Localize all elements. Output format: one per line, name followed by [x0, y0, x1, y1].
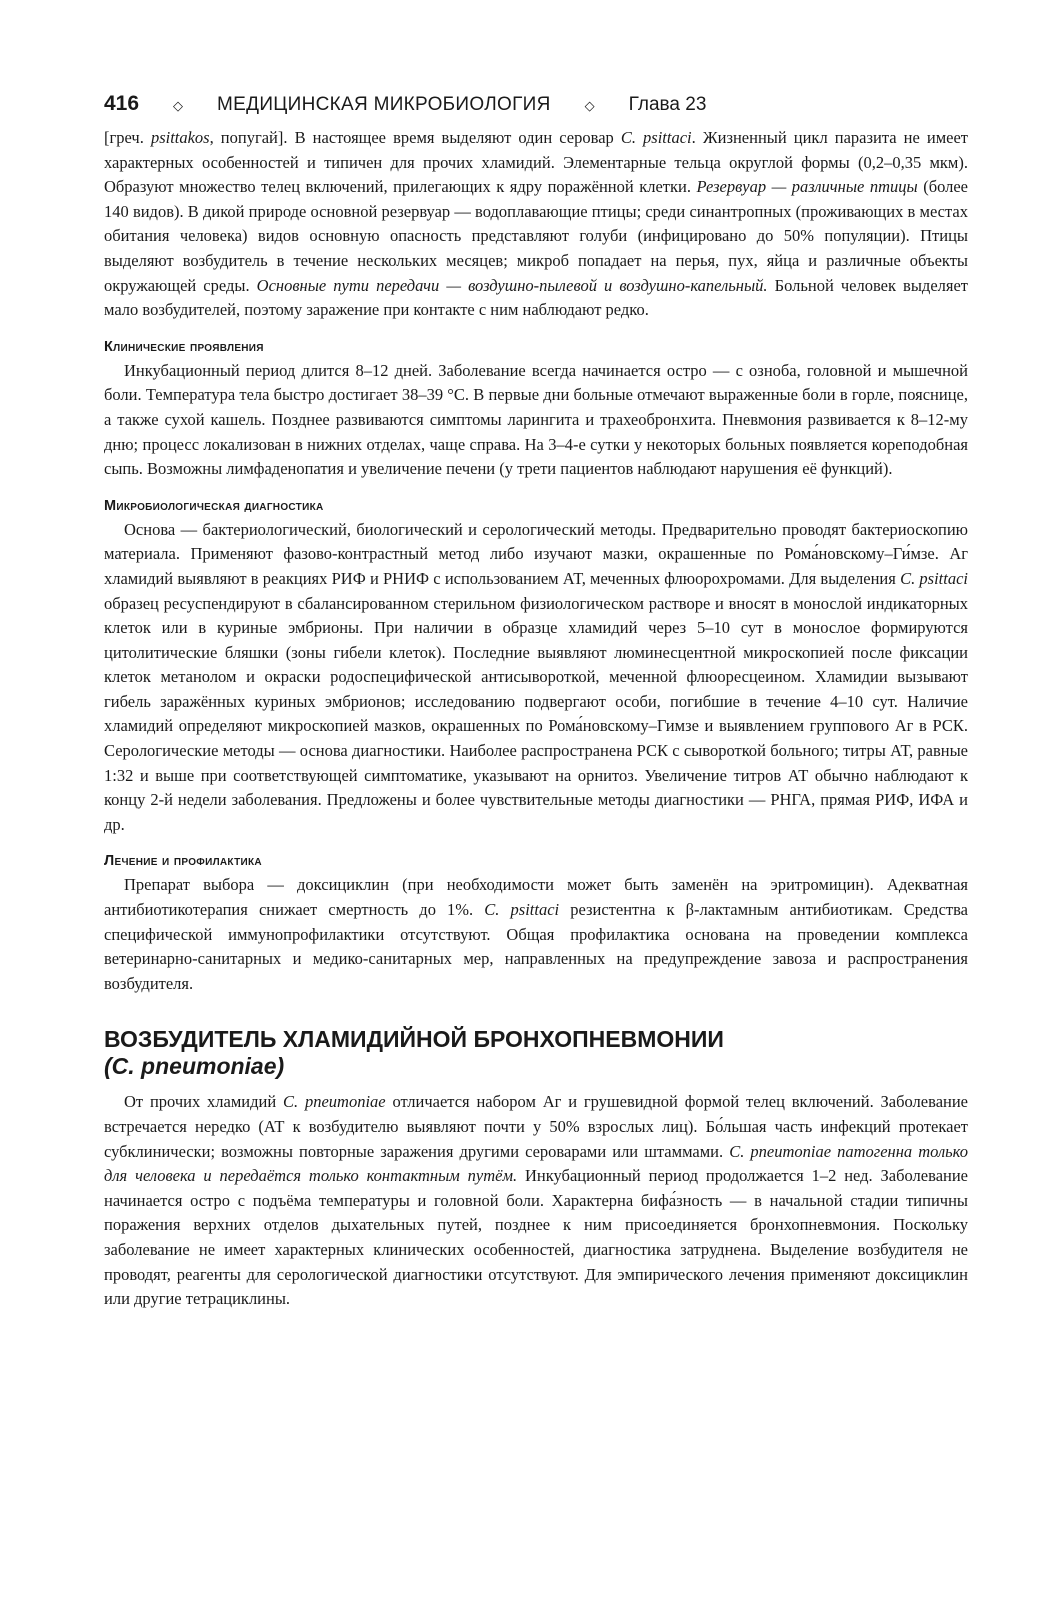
- text-run: отличается набором Аг и грушевидной формой телец включений. Заболевание встречается нередко (АТ к возбудителю выявляют почти у 50% взрослых лиц). Бо́льшая часть инфекций протекает субклинически; возможны повторные заражения другими сероварами или штаммами.: [104, 1092, 968, 1161]
- page-number: 416: [104, 92, 140, 115]
- text-run: , попугай]. В настоящее время выделяют один серовар: [209, 128, 621, 147]
- section-title: [104, 1026, 968, 1080]
- text-run: Препарат выбора — доксициклин (при необходимости может быть заменён на эритромицин). Адекватная антибиотикотерапия снижает смертность до 1%.: [104, 875, 968, 920]
- text-run: (более 140 видов). В дикой природе основной резервуар — водоплавающие птицы; среди синантропных (проживающих в местах обитания человека) видов основную опасность представляют голуби (инфицировано до 50% популяции). Птицы выделяют возбудитель в течение нескольких месяцев; микроб попадает на перья, пух, яйца и различные объекты окружающей среды.: [104, 177, 969, 295]
- species-name: C. pneumoniae: [283, 1092, 386, 1112]
- chapter-label: Глава 23: [628, 94, 707, 115]
- intro-paragraph: [104, 126, 968, 323]
- pathogen-emphasis: C. pneumoniae патогенна только для человека и передаётся только контактным путём.: [104, 1141, 968, 1186]
- text-run: Инкубационный период продолжается 1–2 нед. Заболевание начинается остро с подъёма температуры и головной боли. Характерна бифа́зность — в начальной стадии типичны поражения верхних отделов дыхательных путей, позднее к ним присоединяется бронхопневмония. Поскольку заболевание не имеет характерных клинических особенностей, диагностика затруднена. Выделение возбудителя не проводят, реагенты для серологической диагностики отсутствуют. Для эмпирического лечения применяют доксициклин или другие тетрациклины.: [104, 1166, 968, 1309]
- text-run: Основа — бактериологический, биологический и серологический методы. Предварительно проводят бактериоскопию материала. Применяют фазово-контрастный метод либо изучают мазки, окрашенные по Рома́новскому–Ги́мзе. Аг хламидий выявляют в реакциях РИФ и РНИФ с использованием АТ, меченных флюорохромами. Для выделения: [104, 519, 968, 588]
- clinical-heading: Клинические проявления: [104, 338, 264, 355]
- treatment-paragraph: [104, 873, 968, 996]
- text-run: От прочих хламидий: [124, 1092, 284, 1112]
- diagnostics-heading: Микробиологическая диагностика: [104, 497, 324, 514]
- diamond-separator-icon: ◇: [584, 98, 595, 113]
- diamond-separator-icon: ◇: [173, 98, 184, 113]
- pneumoniae-paragraph: [104, 1090, 968, 1311]
- text-run: Больной человек выделяет мало возбудителей, поэтому заражение при контакте с ним наблюдают редко.: [104, 275, 968, 320]
- transmission-emphasis: Основные пути передачи — воздушно-пылевой и воздушно-капельный.: [256, 275, 768, 295]
- latin-term: psittakos: [150, 128, 210, 147]
- text-run: . Жизненный цикл паразита не имеет характерных особенностей и типичен для прочих хламидий. Элементарные тельца округлой формы (0,2–0,35 мкм). Образуют множество телец включений, прилегающих к ядру поражённой клетки.: [104, 128, 969, 197]
- species-name: C. psittaci: [484, 900, 560, 920]
- species-name: C. psittaci: [620, 128, 692, 147]
- diagnostics-paragraph: [104, 518, 968, 838]
- text-run: [греч.: [104, 128, 151, 147]
- reservoir-emphasis: Резервуар — различные птицы: [696, 177, 918, 197]
- book-title: МЕДИЦИНСКАЯ МИКРОБИОЛОГИЯ: [217, 94, 551, 115]
- text-run: образец ресуспендируют в сбалансированном стерильном физиологическом растворе и вносят в монослой индикаторных клеток или в куриные эмбрионы. При наличии в образце хламидий через 5–10 сут в монослое формируются цитолитические бляшки (зоны гибели клеток). Последние выявляют люминесцентной микроскопией после фиксации клеток метанолом и окраски родоспецифической антисывороткой, меченной флюоресцеином. Хламидии вызывают гибель заражённых куриных эмбрионов; исследованию подвергают особи, погибшие в течение 4–10 сут. Наличие хламидий определяют микроскопией мазков, окрашенных по Рома́новскому–Гимзе и выявлением группового Аг в РСК. Серологические методы — основа диагностики. Наиболее распространена РСК с сывороткой больного; титры АТ, равные 1:32 и выше при соответствующей симптоматике, указывают на орнитоз. Увеличение титров АТ обычно наблюдают к концу 2-й недели заболевания. Предложены и более чувствительные методы диагностики — РНГА, прямая РИФ, ИФА и др.: [104, 593, 968, 834]
- text-run: резистентна к β-лактамным антибиотикам. Средства специфической иммунопрофилактики отсутствуют. Общая профилактика основана на проведении комплекса ветеринарно-санитарных и медико-санитарных мер, направленных на предупреждение завоза и распространения возбудителя.: [104, 900, 968, 993]
- species-name: C. psittaci: [900, 568, 968, 588]
- treatment-heading: Лечение и профилактика: [104, 853, 262, 870]
- section-title-text: ВОЗБУДИТЕЛЬ ХЛАМИДИЙНОЙ БРОНХОПНЕВМОНИИ: [104, 1026, 724, 1053]
- section-title-latin: (C. pneumoniae): [104, 1053, 285, 1080]
- clinical-paragraph: Инкубационный период длится 8–12 дней. Заболевание всегда начинается остро — с озноба, головной и мышечной боли. Температура тела быстро достигает 38–39 °C. В первые дни больные отмечают выраженные боли в горле, пояснице, а также сухой кашель. Позднее развиваются симптомы ларингита и трахеобронхита. Пневмония развивается к 8–12-му дню; процесс локализован в нижних отделах, чаще справа. На 3–4-е сутки у некоторых больных появляется кореподобная сыпь. Возможны лимфаденопатия и увеличение печени (у трети пациентов наблюдают нарушения её функций).: [104, 360, 968, 479]
- running-header: [104, 92, 968, 116]
